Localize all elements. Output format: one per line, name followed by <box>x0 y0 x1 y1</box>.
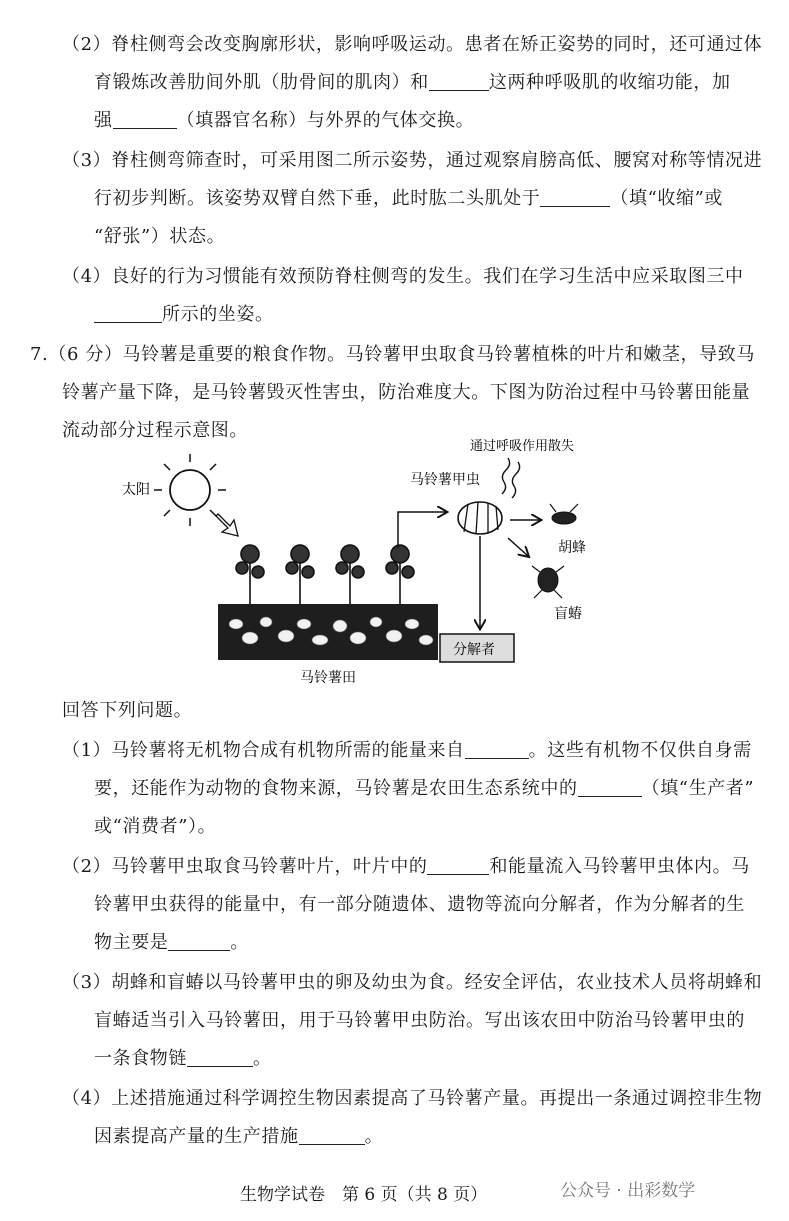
sun-label: 太阳 <box>122 482 150 498</box>
q7-p1-line3: 或“消费者”）。 <box>94 816 217 837</box>
wasp-label: 胡蜂 <box>558 540 586 556</box>
q6-p2-line1: （2）脊柱侧弯会改变胸廓形状，影响呼吸运动。患者在矫正姿势的同时，还可通过体 <box>62 34 763 55</box>
answer-blank[interactable] <box>578 778 642 797</box>
q6-p3-line3: “舒张”）状态。 <box>94 226 226 247</box>
bug-icon <box>532 566 564 598</box>
answer-blank[interactable] <box>465 740 529 759</box>
q7-p2-line3: 物主要是 。 <box>94 932 250 953</box>
beetle-to-bug-arrow <box>508 538 528 556</box>
answer-blank[interactable] <box>427 856 489 875</box>
bug-label: 盲蝽 <box>554 606 582 622</box>
sunlight-arrow <box>216 514 238 536</box>
q7-p1-line2: 要，还能作为动物的食物来源，马铃薯是农田生态系统中的 （填“生产者” <box>94 778 755 799</box>
wasp-icon <box>550 504 578 524</box>
respiration-label: 通过呼吸作用散失 <box>470 439 575 454</box>
plant-to-beetle-arrow <box>398 512 446 548</box>
q7-p4-line2: 因素提高产量的生产措施 。 <box>94 1126 384 1147</box>
field-label: 马铃薯田 <box>300 670 356 686</box>
decomposer-label: 分解者 <box>453 642 495 658</box>
q7-intro-line3: 流动部分过程示意图。 <box>62 420 248 441</box>
answer-blank[interactable] <box>113 110 177 129</box>
q7-intro-line1: 7.（6 分）马铃薯是重要的粮食作物。马铃薯甲虫取食马铃薯植株的叶片和嫩茎，导致马 <box>30 344 755 365</box>
potato-plants <box>236 545 414 604</box>
q6-p4-line1: （4）良好的行为习惯能有效预防脊柱侧弯的发生。我们在学习生活中应采取图三中 <box>62 266 744 287</box>
beetle-label: 马铃薯甲虫 <box>410 472 480 488</box>
q7-p2-line2: 铃薯甲虫获得的能量中，有一部分随遗体、遗物等流向分解者，作为分解者的生 <box>94 894 745 915</box>
respiration-arrow <box>512 462 520 498</box>
respiration-arrow <box>502 458 510 494</box>
beetle-icon <box>458 502 502 534</box>
answer-blank[interactable] <box>429 72 489 91</box>
sun-icon <box>154 454 226 526</box>
answer-blank[interactable] <box>299 1126 365 1145</box>
answer-blank[interactable] <box>168 932 230 951</box>
answer-blank[interactable] <box>94 304 162 323</box>
q7-p3-line2: 盲蝽适当引入马铃薯田，用于马铃薯甲虫防治。写出该农田中防治马铃薯甲虫的 <box>94 1010 745 1031</box>
q7-p3-line1: （3）胡蜂和盲蝽以马铃薯甲虫的卵及幼虫为食。经安全评估，农业技术人员将胡蜂和 <box>62 972 763 993</box>
q6-p2-line2: 育锻炼改善肋间外肌（肋骨间的肌肉）和 这两种呼吸肌的收缩功能，加 <box>94 72 731 93</box>
q6-p3-line2: 行初步判断。该姿势双臂自然下垂，此时肱二头肌处于 （填“收缩”或 <box>94 188 724 209</box>
q6-p2-line3: 强 （填器官名称）与外界的气体交换。 <box>94 110 475 131</box>
q6-p4-line2: 所示的坐姿。 <box>94 300 274 326</box>
watermark: 公众号 · 出彩数学 <box>560 1181 696 1201</box>
q7-p2-line1: （2）马铃薯甲虫取食马铃薯叶片，叶片中的 和能量流入马铃薯甲虫体内。马 <box>62 856 750 877</box>
q7-answer-prompt: 回答下列问题。 <box>62 700 193 721</box>
q6-p3-line1: （3）脊柱侧弯筛查时，可采用图二所示姿势，通过观察肩膀高低、腰窝对称等情况进 <box>62 150 763 171</box>
answer-blank[interactable] <box>540 188 610 207</box>
q7-p3-line3: 一条食物链 。 <box>94 1048 272 1069</box>
page-footer: 生物学试卷 第 6 页（共 8 页） <box>240 1185 488 1205</box>
q7-p1-line1: （1）马铃薯将无机物合成有机物所需的能量来自 。这些有机物不仅供自身需 <box>62 740 752 761</box>
q7-intro-line2: 铃薯产量下降，是马铃薯毁灭性害虫，防治难度大。下图为防治过程中马铃薯田能量 <box>62 382 751 403</box>
answer-blank[interactable] <box>187 1048 253 1067</box>
q7-p4-line1: （4）上述措施通过科学调控生物因素提高了马铃薯产量。再提出一条通过调控非生物 <box>62 1088 763 1109</box>
energy-flow-diagram <box>110 432 630 692</box>
